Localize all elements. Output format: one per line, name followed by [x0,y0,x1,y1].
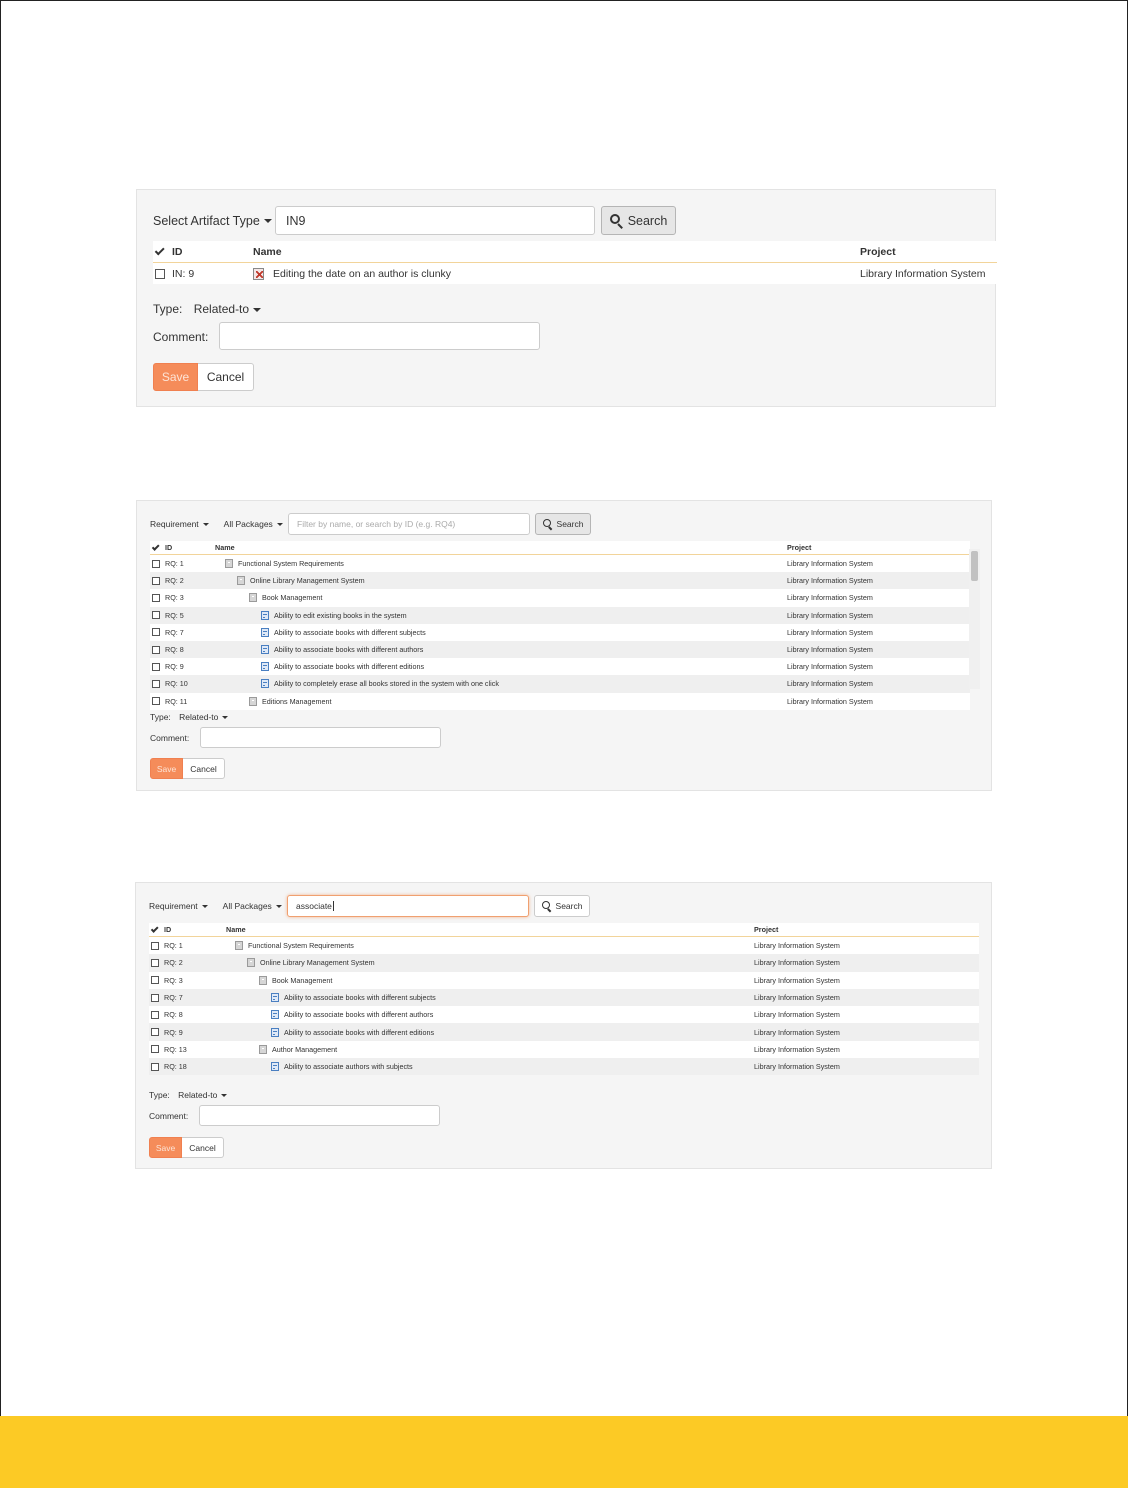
association-panel-requirements [136,500,992,791]
row-id[interactable]: RQ: 2 [164,958,183,968]
table-row[interactable] [150,572,970,589]
row-id[interactable]: RQ: 11 [165,696,188,706]
row-project: Library Information System [787,610,873,620]
results-grid [150,541,970,710]
row-name-link[interactable]: Ability to completely erase all books stored in the system with one click [274,679,499,689]
form-buttons [153,363,254,391]
search-input-value: IN9 [286,213,306,228]
row-name-cell [226,1062,754,1071]
table-row[interactable] [149,937,979,954]
folder-icon [225,559,233,568]
folder-icon [247,958,255,967]
type-row [150,712,228,722]
row-name-link[interactable]: Author Management [272,1044,338,1054]
grid-header [153,241,997,263]
table-row[interactable] [149,972,979,989]
row-id-cell [150,645,215,654]
search-button-label: Search [627,213,668,228]
results-grid [153,241,997,284]
row-id-cell [150,662,215,671]
comment-input[interactable] [219,322,540,350]
row-name-cell [215,593,787,602]
row-id-cell [149,993,226,1002]
row-id[interactable]: RQ: 18 [164,1062,187,1072]
requirement-icon [261,679,269,688]
row-project: Library Information System [754,1062,840,1072]
type-value: Related-to [193,302,250,316]
row-name-cell [226,1010,754,1019]
type-value: Related-to [178,1090,218,1100]
association-panel-incident [136,189,996,407]
row-project: Library Information System [787,627,873,637]
table-row[interactable] [150,555,970,572]
type-value: Related-to [179,712,219,722]
table-row[interactable] [149,954,979,971]
requirement-icon [261,645,269,654]
comment-label: Comment: [153,330,209,344]
artifact-type-label: Requirement [150,519,199,529]
row-name-link[interactable]: Functional System Requirements [248,941,354,951]
row-id[interactable]: RQ: 8 [164,1010,183,1020]
requirement-icon [271,993,279,1002]
row-name-cell [215,697,787,706]
row-name-cell [226,1028,754,1037]
row-name-cell [215,679,787,688]
row-checkbox[interactable] [152,560,160,568]
column-header-id[interactable]: ID [165,543,173,552]
header-id-cell [153,246,253,258]
grid-header [150,541,970,555]
cancel-button[interactable]: Cancel [183,758,225,779]
search-button[interactable] [535,513,591,535]
requirement-icon [261,611,269,620]
type-dropdown[interactable] [194,302,261,316]
row-id[interactable]: RQ: 13 [164,1044,187,1054]
table-row[interactable] [153,263,997,284]
caret-down-icon [276,905,282,908]
row-id[interactable]: RQ: 1 [164,941,183,951]
row-id[interactable]: RQ: 8 [165,645,184,655]
caret-down-icon [253,308,261,312]
row-id[interactable]: RQ: 2 [165,576,184,586]
table-row[interactable] [150,675,970,692]
row-id-cell [150,593,215,602]
row-id-cell [149,976,226,985]
folder-icon [249,697,257,706]
row-id[interactable]: RQ: 1 [165,559,184,569]
row-checkbox[interactable] [152,611,160,619]
table-row[interactable] [149,1006,979,1023]
row-name-link[interactable]: Ability to associate books with different authors [274,645,424,655]
row-id-cell [149,1062,226,1071]
row-name-link[interactable]: Book Management [272,975,333,985]
type-dropdown[interactable] [178,1090,227,1100]
packages-dropdown[interactable] [223,901,282,911]
table-row[interactable] [149,989,979,1006]
incident-icon [253,268,264,280]
search-icon [542,901,552,911]
requirement-icon [271,1028,279,1037]
cancel-button[interactable]: Cancel [198,363,254,391]
results-grid-viewport[interactable] [149,923,979,1078]
caret-down-icon [221,1094,227,1097]
search-button-label: Search [555,901,583,911]
header-id-cell [150,543,215,552]
column-header-project[interactable]: Project [754,925,779,934]
row-checkbox[interactable] [152,697,160,705]
caret-down-icon [277,523,283,526]
row-id-cell [149,1028,226,1037]
row-id[interactable]: RQ: 9 [164,1027,183,1037]
grid-header [149,923,979,937]
row-checkbox[interactable] [151,1028,159,1036]
folder-icon [237,576,245,585]
column-header-id[interactable]: ID [164,925,172,934]
row-name-cell [226,976,754,985]
artifact-type-dropdown[interactable] [153,214,272,228]
results-grid [149,923,979,1075]
row-project: Library Information System [754,941,840,951]
row-name-cell [226,941,754,950]
row-checkbox[interactable] [151,994,159,1002]
row-project: Library Information System [787,559,873,569]
row-project: Library Information System [787,645,873,655]
caret-down-icon [222,716,228,719]
row-name-cell [226,958,754,967]
row-id[interactable]: IN: 9 [172,267,195,280]
comment-input[interactable] [200,727,441,748]
row-project: Library Information System [754,1044,840,1054]
row-name-link[interactable]: Ability to associate books with different editions [284,1027,435,1037]
row-checkbox[interactable] [151,1063,159,1071]
row-name-link[interactable]: Editions Management [262,696,332,706]
row-name-link[interactable]: Ability to edit existing books in the system [274,610,407,620]
column-header-id[interactable]: ID [172,245,183,258]
table-row[interactable] [149,1041,979,1058]
column-header-name[interactable]: Name [253,245,282,258]
row-project: Library Information System [754,958,840,968]
packages-dropdown[interactable] [224,519,283,529]
row-checkbox[interactable] [152,680,160,688]
type-row [149,1090,227,1100]
packages-label: All Packages [222,901,272,911]
artifact-type-dropdown[interactable] [150,519,209,529]
row-id[interactable]: RQ: 5 [165,610,184,620]
row-name-link[interactable]: Ability to associate books with different authors [284,1010,434,1020]
search-icon [543,519,553,529]
row-id[interactable]: RQ: 10 [165,679,188,689]
table-row[interactable] [150,607,970,624]
header-id-cell [149,925,226,934]
row-project: Library Information System [787,662,873,672]
association-panel-filtered [135,882,992,1169]
search-icon [610,214,623,227]
artifact-type-label: Select Artifact Type [153,213,260,228]
folder-icon [249,593,257,602]
save-button[interactable]: Save [149,1137,182,1158]
row-id-cell [149,958,226,967]
row-name-link[interactable]: Ability to associate books with different subjects [284,993,436,1003]
row-project: Library Information System [787,593,873,603]
row-checkbox[interactable] [151,1045,159,1053]
grid-scrollbar-thumb[interactable] [971,551,978,581]
row-id-cell [150,611,215,620]
row-project: Library Information System [754,1027,840,1037]
row-project: Library Information System [787,696,873,706]
folder-icon [235,941,243,950]
row-name-cell [215,576,787,585]
row-id-cell [150,697,215,706]
form-buttons [150,758,225,779]
results-grid-viewport[interactable] [150,541,980,706]
row-name-link[interactable]: Online Library Management System [260,958,375,968]
row-checkbox[interactable] [151,1011,159,1019]
row-name-cell [215,662,787,671]
type-label: Type: [153,302,183,316]
row-name-cell [215,611,787,620]
column-header-name[interactable]: Name [226,925,246,934]
row-project: Library Information System [787,576,873,586]
caret-down-icon [264,219,272,223]
table-row[interactable] [150,693,970,710]
comment-input[interactable] [199,1105,440,1126]
artifact-type-dropdown[interactable] [149,901,208,911]
comment-label: Comment: [149,1111,189,1121]
row-id[interactable]: RQ: 7 [164,993,183,1003]
row-checkbox[interactable] [155,269,165,279]
search-button-label: Search [556,519,584,529]
row-id-cell [150,628,215,637]
requirement-icon [271,1010,279,1019]
table-row[interactable] [149,1058,979,1075]
form-buttons [149,1137,224,1158]
search-button[interactable] [534,895,590,917]
table-row[interactable] [149,1023,979,1040]
checkmark-icon [155,246,165,256]
column-header-project[interactable]: Project [787,543,812,552]
table-row[interactable] [150,589,970,606]
requirement-icon [261,662,269,671]
search-input[interactable] [275,206,595,235]
table-row[interactable] [150,624,970,641]
row-checkbox[interactable] [152,628,160,636]
folder-icon [259,1045,267,1054]
row-checkbox[interactable] [151,959,159,967]
row-name-link[interactable]: Ability to associate books with different editions [274,662,425,672]
row-checkbox[interactable] [152,577,160,585]
type-label: Type: [149,1090,170,1100]
checkmark-icon [151,925,158,932]
row-name-link[interactable]: Online Library Management System [250,576,365,586]
column-header-name[interactable]: Name [215,543,235,552]
footer-bar [0,1416,1128,1488]
row-name-link[interactable]: Ability to associate books with different subjects [274,627,426,637]
row-checkbox[interactable] [152,663,160,671]
comment-label: Comment: [150,733,190,743]
row-project: Library Information System [754,993,840,1003]
row-name-cell [226,993,754,1002]
column-header-project[interactable]: Project [860,245,896,258]
row-project: Library Information System [754,975,840,985]
row-checkbox[interactable] [152,594,160,602]
row-name-cell [215,645,787,654]
search-input-value: associate [296,901,332,911]
row-id-cell [149,1045,226,1054]
row-project: Library Information System [860,267,986,280]
cancel-button[interactable]: Cancel [182,1137,224,1158]
save-button[interactable]: Save [153,363,198,391]
folder-icon [259,976,267,985]
row-name-cell [215,628,787,637]
row-project: Library Information System [787,679,873,689]
row-id-cell [153,268,253,280]
search-input-placeholder: Filter by name, or search by ID (e.g. RQ4) [297,519,456,529]
search-input[interactable] [288,513,530,535]
row-id[interactable]: RQ: 9 [165,662,184,672]
row-id-cell [149,1010,226,1019]
row-name-link[interactable]: Book Management [262,593,323,603]
row-checkbox[interactable] [152,646,160,654]
packages-label: All Packages [223,519,273,529]
row-checkbox[interactable] [151,976,159,984]
row-name-link[interactable]: Editing the date on an author is clunky [273,267,452,280]
row-id-cell [150,576,215,585]
table-row[interactable] [150,658,970,675]
search-button[interactable] [601,206,676,235]
row-id[interactable]: RQ: 3 [164,975,183,985]
row-name-cell [253,268,860,280]
checkmark-icon [152,543,159,550]
row-checkbox[interactable] [151,942,159,950]
row-id-cell [150,559,215,568]
row-name-link[interactable]: Functional System Requirements [238,559,344,569]
save-button[interactable]: Save [150,758,183,779]
row-name-cell [226,1045,754,1054]
caret-down-icon [203,523,209,526]
table-row[interactable] [150,641,970,658]
artifact-type-label: Requirement [149,901,198,911]
type-label: Type: [150,712,171,722]
search-input[interactable] [287,895,529,917]
row-id-cell [149,941,226,950]
row-id[interactable]: RQ: 3 [165,593,184,603]
type-dropdown[interactable] [179,712,228,722]
requirement-icon [271,1062,279,1071]
row-id[interactable]: RQ: 7 [165,627,184,637]
row-name-link[interactable]: Ability to associate authors with subjects [284,1062,413,1072]
requirement-icon [261,628,269,637]
row-id-cell [150,679,215,688]
caret-down-icon [202,905,208,908]
row-name-cell [215,559,787,568]
row-project: Library Information System [754,1010,840,1020]
text-cursor [333,901,334,911]
type-row [153,302,261,316]
